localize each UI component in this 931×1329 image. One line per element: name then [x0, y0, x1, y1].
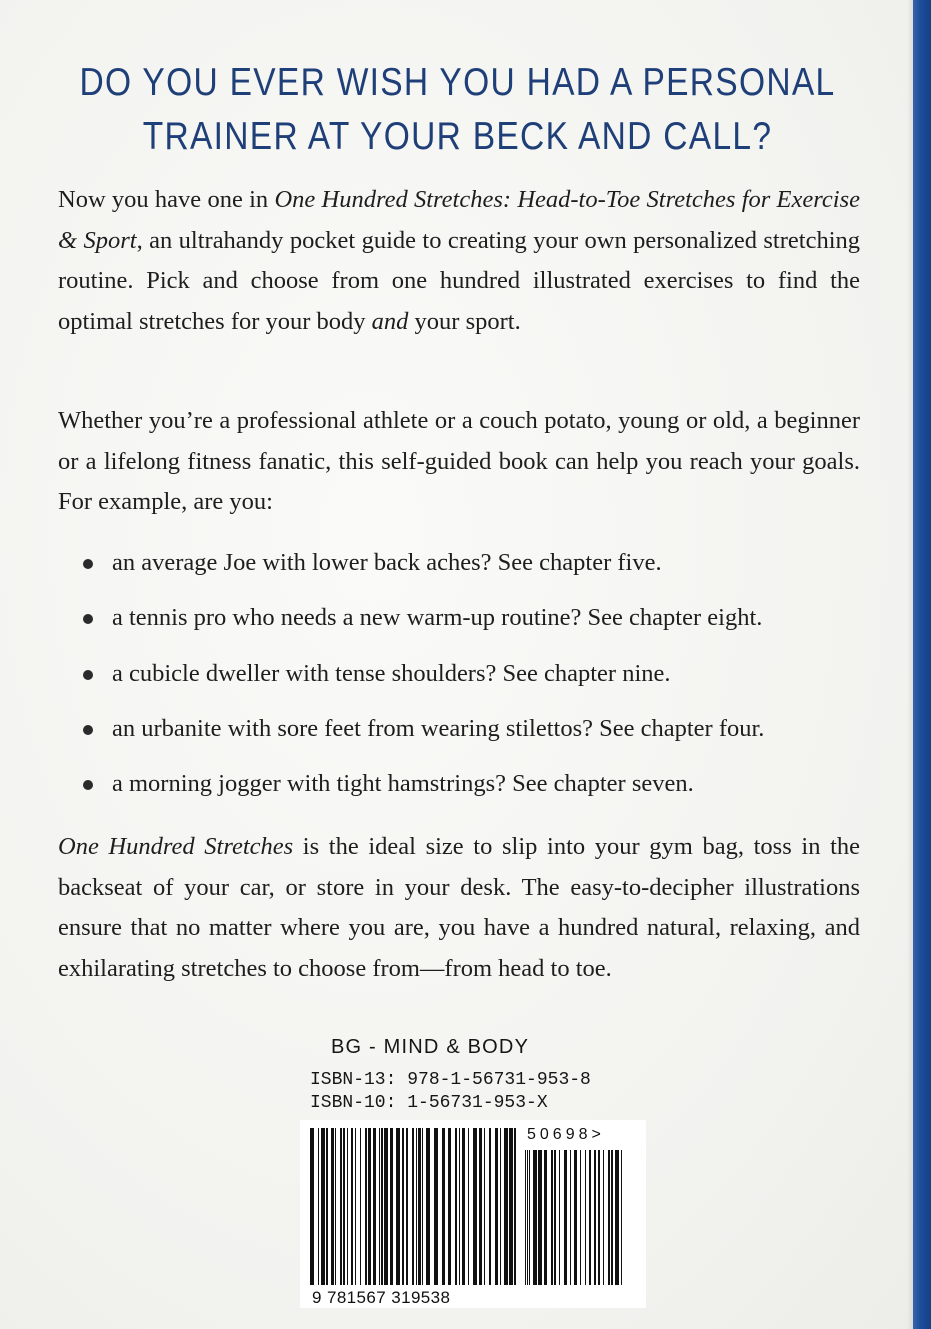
barcode-bar	[442, 1128, 445, 1285]
barcode-bar	[402, 1128, 404, 1285]
barcode-bar	[422, 1128, 423, 1285]
barcode-bar	[396, 1128, 400, 1285]
barcode-bar	[384, 1128, 388, 1285]
barcode-bar	[360, 1128, 361, 1285]
barcode-bar	[589, 1150, 591, 1285]
barcode-bar	[434, 1128, 438, 1285]
addon-number: 50698	[527, 1126, 592, 1143]
barcode-bar	[373, 1128, 376, 1285]
barcode-bar	[351, 1128, 353, 1285]
barcode-bar	[574, 1150, 577, 1285]
bullet-icon	[83, 780, 93, 790]
barcode-bar	[509, 1128, 513, 1285]
barcode-bar	[448, 1128, 451, 1285]
barcode-bar	[489, 1128, 491, 1285]
barcode-bar	[564, 1150, 567, 1285]
barcode-bar	[504, 1128, 508, 1285]
list-item-text: an average Joe with lower back aches? See chapter five.	[112, 549, 662, 576]
barcode-bar	[500, 1128, 501, 1285]
barcode-bar	[340, 1128, 342, 1285]
isbn-13: ISBN-13: 978-1-56731-953-8	[310, 1070, 591, 1090]
barcode-bar	[368, 1128, 371, 1285]
barcode-bar	[514, 1128, 516, 1285]
barcode-bar	[379, 1128, 380, 1285]
barcode-bar	[343, 1128, 345, 1285]
barcode-bar	[455, 1128, 457, 1285]
bullet-icon	[83, 559, 93, 569]
intro-middle: , an ultrahandy pocket guide to creating your own personalized stretching routine. Pick and choose from one hundred illustrated exercises to find the optimal stretches for your body	[58, 226, 860, 335]
barcode-bar	[479, 1128, 482, 1285]
list-item	[80, 654, 880, 709]
barcode-bar	[326, 1128, 328, 1285]
bullet-icon	[83, 670, 93, 680]
barcode-bar	[594, 1150, 596, 1285]
barcode-bar	[538, 1150, 542, 1285]
barcode-bar	[621, 1150, 622, 1285]
category-label: BG - MIND & BODY	[331, 1036, 530, 1058]
barcode-bar	[365, 1128, 367, 1285]
barcode-bar	[473, 1128, 477, 1285]
audience-paragraph: Whether you’re a professional athlete or a couch potato, young or old, a beginner or a lifelong fitness fanatic, this self-guided book can help you reach your goals. For example, are you:	[58, 407, 860, 515]
barcode-bar	[318, 1128, 319, 1285]
intro-end: your sport.	[408, 307, 521, 335]
barcode-bar	[335, 1128, 336, 1285]
ean-digits: 9 781567 319538	[312, 1288, 451, 1307]
barcode-bar	[416, 1128, 417, 1285]
intro-emphasis: and	[371, 307, 409, 335]
barcode-bar	[484, 1128, 485, 1285]
list-item	[80, 598, 880, 653]
barcode-bar	[321, 1128, 325, 1285]
barcode-bar	[580, 1150, 581, 1285]
barcode-bar	[529, 1150, 530, 1285]
addon-digits	[527, 1126, 605, 1144]
barcode-bar	[331, 1128, 334, 1285]
list-item-text: a morning jogger with tight hamstrings? See chapter seven.	[112, 770, 694, 798]
barcode-bar	[406, 1128, 408, 1285]
barcode-bar	[525, 1150, 526, 1285]
list-item	[80, 543, 880, 598]
list-item	[80, 709, 880, 764]
barcode-bar	[468, 1128, 469, 1285]
barcode-bar	[559, 1150, 560, 1285]
barcode-bar	[355, 1128, 356, 1285]
list-item-text: a cubicle dweller with tense shoulders? See chapter nine.	[112, 659, 671, 687]
headline	[64, 56, 851, 164]
barcode-bar	[390, 1128, 393, 1285]
intro-lead: Now you have one in	[58, 186, 275, 213]
barcode-bar	[603, 1150, 604, 1285]
barcode-bar	[418, 1128, 421, 1285]
addon-barcode-bars	[525, 1150, 622, 1285]
list-item-text: an urbanite with sore feet from wearing stilettos? See chapter four.	[112, 714, 765, 742]
barcode-panel	[300, 1120, 646, 1308]
barcode-bar	[495, 1128, 498, 1285]
barcode-bar	[462, 1128, 465, 1285]
barcode-bar	[544, 1150, 547, 1285]
barcode-bar	[608, 1150, 610, 1285]
ean-barcode-bars	[310, 1128, 516, 1285]
closing-paragraph	[58, 827, 860, 989]
intro-book-title: One Hundred Stretches: Head-to-Toe Stretches for Exercise & Sport	[58, 186, 860, 254]
barcode-bar	[527, 1150, 528, 1285]
examples-list	[80, 543, 880, 819]
barcode-graphic	[300, 1120, 646, 1308]
barcode-bar	[585, 1150, 586, 1285]
barcode-bar	[381, 1128, 383, 1285]
barcode-bar	[598, 1150, 600, 1285]
barcode-bar	[570, 1150, 571, 1285]
bullet-icon	[83, 614, 93, 624]
barcode-bar	[426, 1128, 430, 1285]
headline-line-2: TRAINER AT YOUR BECK AND CALL?	[142, 115, 773, 158]
barcode-bar	[347, 1128, 348, 1285]
barcode-bar	[611, 1150, 613, 1285]
addon-marker: >	[591, 1126, 605, 1143]
barcode-bar	[533, 1150, 537, 1285]
barcode-bar	[459, 1128, 460, 1285]
barcode-bar	[551, 1150, 553, 1285]
barcode-bar	[412, 1128, 414, 1285]
intro-paragraph	[58, 180, 860, 342]
barcode-bar	[554, 1150, 556, 1285]
barcode-bar	[310, 1128, 314, 1285]
blue-spine-edge	[913, 0, 931, 1329]
bullet-icon	[83, 725, 93, 735]
closing-text: is the ideal size to slip into your gym bag, toss in the backseat of your car, or store in your desk. The easy-to-decipher illustrations ensure that no matter where you are, you have a hundred natural, relaxing, and exhilarating stretches to choose from—from head to toe.	[58, 833, 861, 982]
list-item-text: a tennis pro who needs a new warm-up routine? See chapter eight.	[112, 604, 763, 632]
isbn-10: ISBN-10: 1-56731-953-X	[310, 1093, 548, 1113]
closing-book-title: One Hundred Stretches	[58, 833, 294, 860]
list-item	[80, 764, 880, 819]
headline-line-1: DO YOU EVER WISH YOU HAD A PERSONAL	[79, 61, 836, 104]
barcode-bar	[615, 1150, 619, 1285]
